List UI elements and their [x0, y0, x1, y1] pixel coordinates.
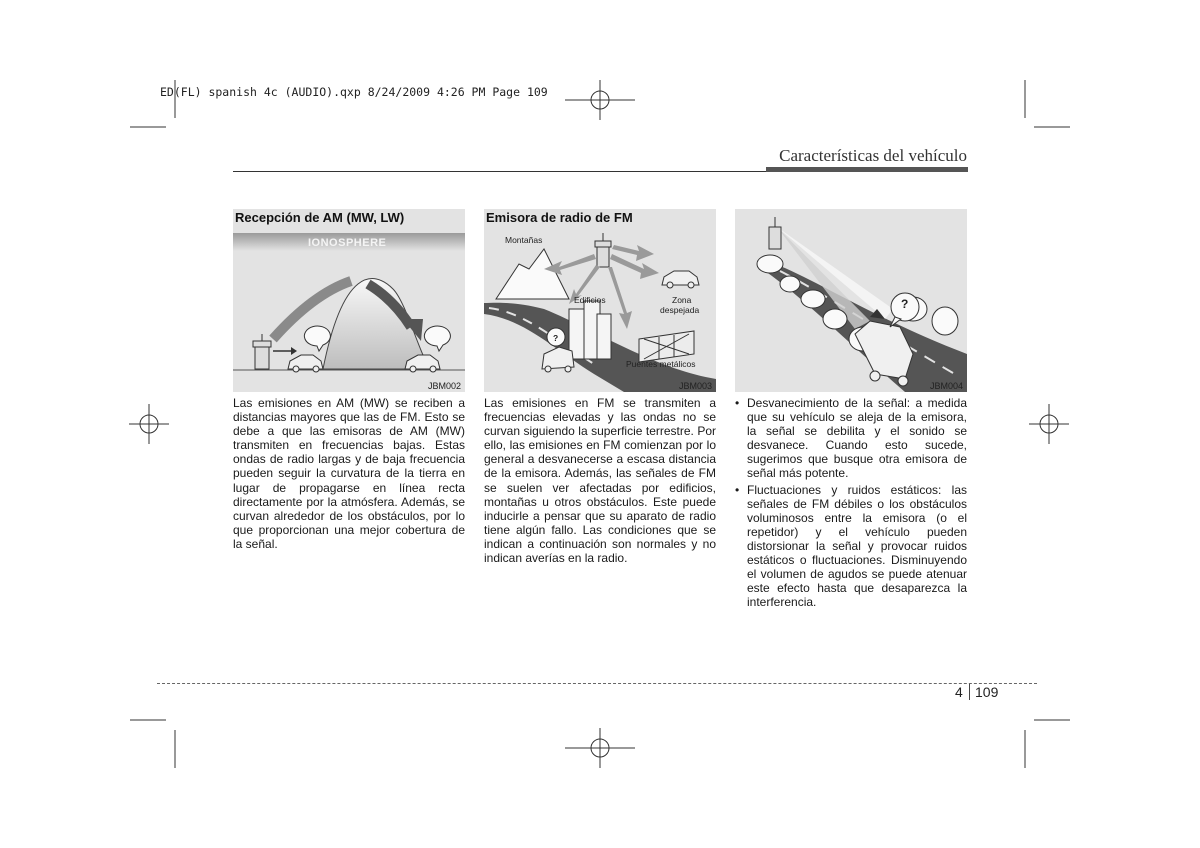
page-number: 109 [975, 684, 999, 700]
figure-fm-title: Emisora de radio de FM [486, 210, 633, 225]
figure-fading-code: JBM004 [929, 381, 963, 391]
figure-signal-fading [735, 209, 967, 392]
figure-am-code: JBM002 [427, 381, 461, 391]
signal-conditions-list [735, 396, 967, 611]
ionosphere-label: IONOSPHERE [308, 237, 387, 249]
header-rule-accent [766, 167, 968, 172]
metal-bridges-label: Puentes metálicos [626, 359, 696, 369]
footer-rule [157, 683, 1037, 684]
figure-fm-code: JBM003 [678, 381, 712, 391]
mountains-label: Montañas [505, 235, 543, 245]
list-item: • Desvanecimiento de la señal: a medida que su vehículo se aleja de la emisora, la señal se debilita y el sonido se desvanece. Cuando esto sucede, sugerimos que busque otra emisora de señal más potente. [735, 396, 967, 481]
buildings-label: Edificios [574, 295, 606, 305]
signal-fading-illustration [735, 209, 967, 392]
figure-fm-station [484, 209, 716, 392]
fading-question-mark: ? [901, 297, 909, 311]
page-number-separator [969, 684, 970, 700]
figure-am-reception [233, 209, 465, 392]
fm-station-text: Las emisiones en FM se transmiten a frecuencias elevadas y las ondas no se curvan siguiendo la superficie terrestre. Por ello, las emisiones en FM comienzan por lo general a desvanecerse a escasa distancia de la emisora. Además, las señales de FM se suelen ver afectadas por edificios, montañas u otros obstáculos. Este puede inducirle a pensar que su aparato de radio tiene algún fallo. Las condiciones que se indican a continuación son normales y no indican averías en la radio. [484, 396, 716, 566]
print-slug: ED(FL) spanish 4c (AUDIO).qxp 8/24/2009 4:26 PM Page 109 [160, 85, 548, 99]
chapter-number: 4 [955, 684, 963, 700]
clear-zone-label-1: Zona [672, 295, 692, 305]
fm-question-mark: ? [553, 333, 559, 343]
clear-zone-label-2: despejada [660, 305, 700, 315]
am-reception-text: Las emisiones en AM (MW) se reciben a distancias mayores que las de FM. Esto se debe a que las emisoras de AM (MW) transmiten en frecuencias bajas. Estas ondas de radio largas y de baja frecuencia pueden seguir la curvatura de la tierra en lugar de propagarse en línea recta directamente por la atmósfera. Además, se curvan alrededor de los obstáculos, por lo que proporcionan una mejor cobertura de la señal. [233, 396, 465, 551]
list-item: • Fluctuaciones y ruidos estáticos: las señales de FM débiles o los obstáculos voluminosos entre la emisora (o el repetidor) y el vehículo pueden distorsionar la señal y provocar ruidos estáticos o fluctuaciones. Disminuyendo el volumen de agudos se puede atenuar este efecto hasta que desaparezca la interferencia. [735, 483, 967, 610]
section-title: Características del vehículo [779, 146, 967, 165]
figure-am-title: Recepción de AM (MW, LW) [235, 210, 405, 225]
